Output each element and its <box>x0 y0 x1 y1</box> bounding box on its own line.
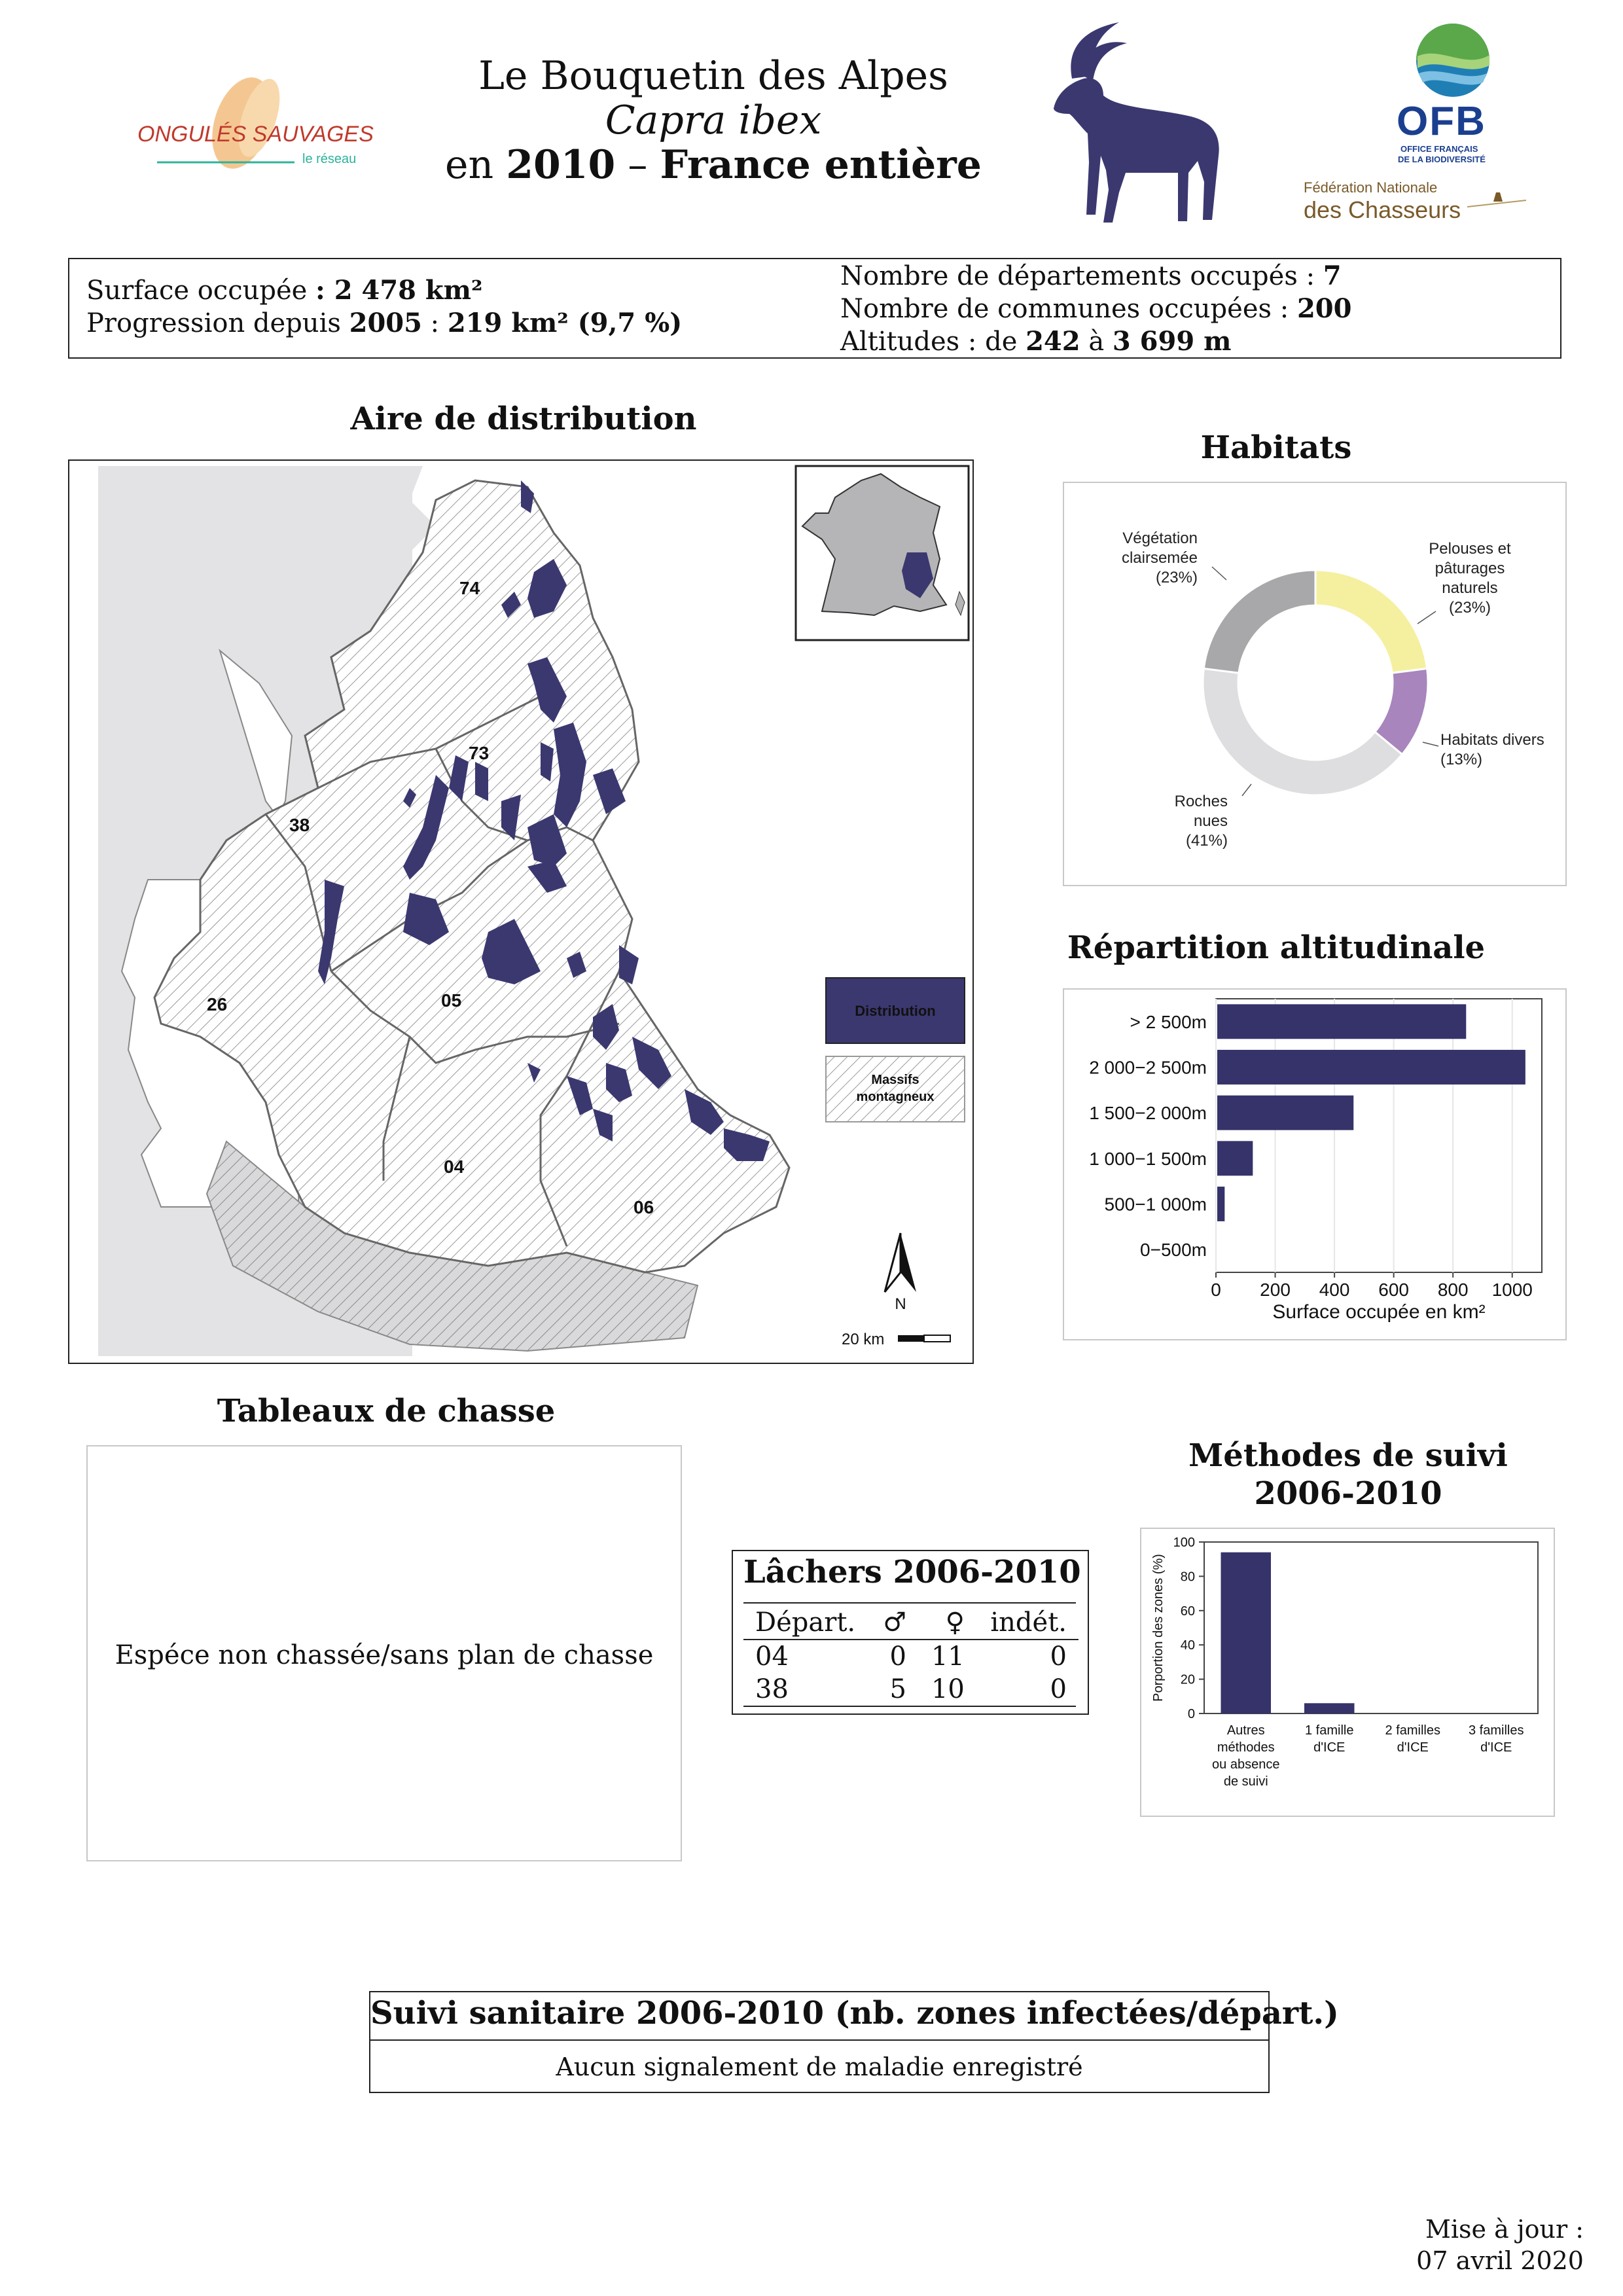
methodes-tick-label: 0 <box>1187 1707 1195 1721</box>
habitat-leader-line <box>1212 567 1226 580</box>
ongules-sauvages-logo <box>131 72 374 183</box>
altitude-tick-label: 0 <box>1211 1280 1221 1300</box>
title-year-region <box>406 143 1021 187</box>
fnc-logo-line2: des Chasseurs <box>1304 196 1461 223</box>
habitat-leader-line <box>1423 742 1438 746</box>
altitude-category-label: 0−500m <box>1140 1240 1207 1261</box>
methodes-title-line1: Méthodes de suivi <box>1188 1437 1508 1474</box>
altitude-category-label: > 2 500m <box>1130 1011 1207 1032</box>
chasse-text: Espéce non chassée/sans plan de chasse <box>115 1640 654 1670</box>
altitudes-label: Altitudes : de <box>840 327 1018 357</box>
altitude-min: 242 <box>1026 326 1080 357</box>
altitude-bar <box>1217 1141 1253 1175</box>
dept-label-06: 06 <box>633 1197 654 1217</box>
lachers-cell: 10 <box>931 1674 965 1704</box>
progression-year: 2005 <box>349 308 422 338</box>
title-separator: – <box>628 142 648 188</box>
fnc-logo <box>1304 175 1546 228</box>
altitude-max: 3 699 m <box>1112 326 1232 357</box>
habitat-label: Roches nues (41%) <box>1174 793 1228 850</box>
dept-label-04: 04 <box>444 1157 465 1177</box>
dept-label-73: 73 <box>469 743 490 763</box>
update-date: 07 avril 2020 <box>1416 2246 1584 2275</box>
methodes-tick-label: 60 <box>1180 1604 1195 1619</box>
methodes-category-label: 2 familles d'ICE <box>1385 1723 1440 1755</box>
altitude-chart <box>1063 988 1567 1340</box>
fnc-logo-line1: Fédération Nationale <box>1304 179 1438 196</box>
lachers-header-male: ♂ <box>883 1607 906 1638</box>
ofb-logo-sub2: DE LA BIODIVERSITÉ <box>1398 154 1486 164</box>
lachers-title: Lâchers 2006-2010 <box>743 1554 1081 1590</box>
sanitaire-text: Aucun signalement de maladie enregistré <box>556 2053 1083 2081</box>
dept-label-38: 38 <box>289 815 310 835</box>
methodes-category-label: Autres méthodes ou absence de suivi <box>1212 1723 1280 1789</box>
north-arrow-icon <box>885 1233 916 1313</box>
title-scientific-name: Capra ibex <box>605 98 822 143</box>
ofb-logo-sub1: OFFICE FRANÇAIS <box>1400 144 1478 154</box>
habitats-chart <box>1063 482 1567 886</box>
chasse-box <box>86 1445 682 1861</box>
methodes-tick-label: 80 <box>1180 1570 1195 1585</box>
altitude-plot-area <box>1216 999 1542 1272</box>
page-title-block <box>406 54 1021 187</box>
methodes-category-label: 1 famille d'ICE <box>1305 1723 1354 1755</box>
altitude-tick-label: 400 <box>1319 1280 1350 1300</box>
title-common-name: Le Bouquetin des Alpes <box>478 53 948 99</box>
lachers-table <box>743 1606 1079 1706</box>
lachers-cell: 0 <box>1050 1641 1067 1672</box>
lachers-cell: 04 <box>755 1641 789 1672</box>
lachers-row <box>743 1640 1079 1673</box>
progression-line: Progression depuis 2005 : 219 km² (9,7 %) <box>86 308 683 338</box>
altitude-bar <box>1217 1050 1525 1085</box>
altitudes-line <box>840 326 1231 357</box>
methodes-tick-label: 20 <box>1180 1672 1195 1687</box>
habitat-leader-line <box>1242 784 1251 796</box>
ofb-logo <box>1387 20 1518 170</box>
legend-massifs-label-1: Massifs <box>871 1073 919 1087</box>
legend-massifs-label-2: montagneux <box>856 1090 935 1104</box>
surface-value: : 2 478 km² <box>315 275 483 306</box>
lachers-header-row <box>743 1606 1079 1640</box>
lachers-cell: 0 <box>1050 1674 1067 1704</box>
habitat-slice <box>1204 570 1315 673</box>
habitat-leader-line <box>1418 611 1436 624</box>
lachers-header-indet: indét. <box>990 1607 1067 1638</box>
lachers-cell: 38 <box>755 1674 789 1704</box>
chasse-title: Tableaux de chasse <box>217 1393 556 1429</box>
methodes-bar <box>1221 1552 1272 1713</box>
methodes-chart <box>1140 1528 1555 1817</box>
title-prefix: en <box>445 142 494 188</box>
title-region: France entière <box>660 142 982 188</box>
altitude-title: Répartition altitudinale <box>1067 929 1486 966</box>
ibex-silhouette-icon <box>1041 18 1237 234</box>
methodes-bar <box>1304 1703 1355 1713</box>
departements-label: Nombre de départements occupés : <box>840 261 1315 291</box>
legend-distribution-label: Distribution <box>855 1003 936 1019</box>
legend-massifs-swatch <box>826 1056 965 1122</box>
altitude-tick-label: 200 <box>1260 1280 1291 1300</box>
altitude-bar <box>1217 1004 1466 1039</box>
dept-label-05: 05 <box>441 990 462 1011</box>
communes-line <box>840 293 1351 324</box>
dept-label-74: 74 <box>459 578 480 598</box>
lachers-cell: 11 <box>931 1641 965 1672</box>
altitude-xlabel: Surface occupée en km² <box>1272 1301 1486 1323</box>
altitude-category-label: 2 000−2 500m <box>1089 1057 1207 1078</box>
altitude-sep: à <box>1088 327 1105 357</box>
ongules-logo-text: ONGULÉS SAUVAGES <box>137 122 374 147</box>
habitat-label: Végétation clairsemée (23%) <box>1121 529 1198 586</box>
map-legend <box>826 978 965 1122</box>
habitat-slice <box>1315 570 1427 673</box>
habitat-label: Habitats divers (13%) <box>1440 731 1544 768</box>
scale-label: 20 km <box>842 1331 885 1348</box>
altitude-tick-label: 600 <box>1378 1280 1409 1300</box>
dept-label-26: 26 <box>207 994 228 1014</box>
sanitaire-title: Suivi sanitaire 2006-2010 (nb. zones infectées/départ.) <box>370 1995 1339 2032</box>
ongules-logo-subtext: le réseau <box>302 152 357 166</box>
altitude-tick-label: 800 <box>1437 1280 1469 1300</box>
departements-value: 7 <box>1323 260 1342 291</box>
communes-label: Nombre de communes occupées : <box>840 294 1289 324</box>
surface-label: Surface occupée <box>86 276 308 306</box>
altitude-tick-label: 1000 <box>1491 1280 1533 1300</box>
altitude-category-label: 500−1 000m <box>1104 1194 1207 1215</box>
lachers-cell: 0 <box>889 1641 906 1672</box>
lachers-header-dept: Départ. <box>755 1607 856 1638</box>
progression-value: 219 km² (9,7 %) <box>447 308 683 338</box>
update-label: Mise à jour : <box>1425 2215 1584 2244</box>
methodes-category-label: 3 familles d'ICE <box>1469 1723 1524 1755</box>
north-label: N <box>895 1295 906 1313</box>
lachers-row <box>743 1673 1079 1706</box>
habitat-label: Pelouses et pâturages naturels (23%) <box>1429 540 1511 617</box>
methodes-tick-label: 100 <box>1173 1535 1195 1550</box>
lachers-header-female: ♀ <box>945 1607 965 1638</box>
methodes-title-line2: 2006-2010 <box>1254 1475 1442 1512</box>
title-year: 2010 <box>506 142 616 188</box>
habitat-slice <box>1203 668 1402 795</box>
methodes-tick-label: 40 <box>1180 1638 1195 1653</box>
altitude-bar <box>1217 1187 1224 1221</box>
departements-line <box>840 260 1342 291</box>
habitats-title: Habitats <box>1200 429 1352 466</box>
communes-value: 200 <box>1296 293 1352 324</box>
ofb-logo-text: OFB <box>1397 99 1486 144</box>
scale-bar <box>842 1331 950 1348</box>
altitude-category-label: 1 500−2 000m <box>1089 1103 1207 1124</box>
progression-label: Progression depuis <box>86 308 341 338</box>
altitude-category-label: 1 000−1 500m <box>1089 1148 1207 1169</box>
altitude-bar <box>1217 1096 1353 1130</box>
surface-line <box>86 275 482 306</box>
methodes-ylabel: Porportion des zones (%) <box>1151 1554 1166 1702</box>
distribution-map <box>68 459 974 1364</box>
lachers-cell: 5 <box>889 1674 906 1704</box>
france-inset-map <box>796 466 969 640</box>
map-title: Aire de distribution <box>350 401 697 437</box>
sanitaire-box <box>369 1991 1339 2093</box>
lachers-box <box>732 1550 1089 1715</box>
summary-box <box>68 258 1561 359</box>
